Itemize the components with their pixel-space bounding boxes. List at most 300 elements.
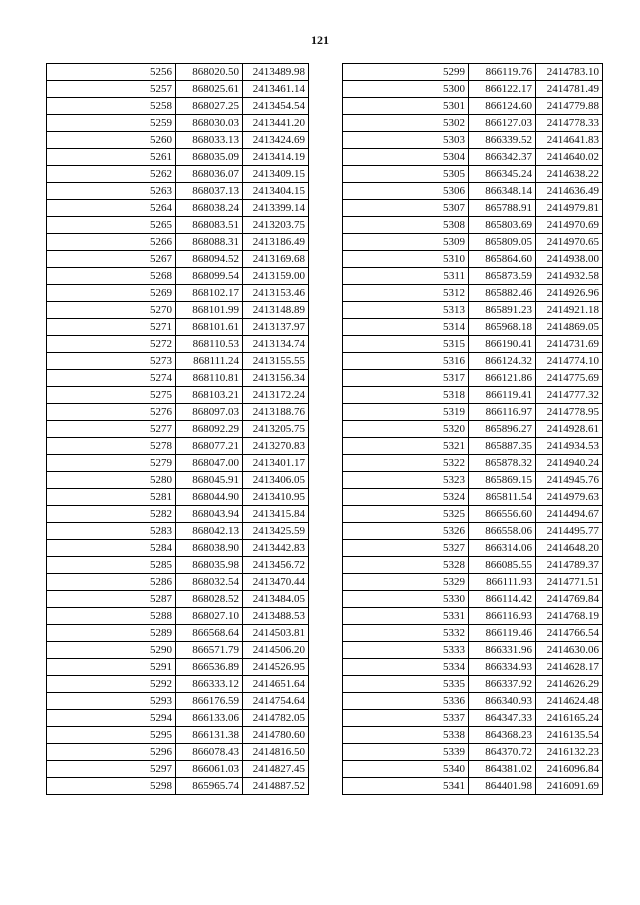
table-row: [47, 166, 309, 183]
table-row: [47, 744, 309, 761]
point-number-cell: 5265: [47, 217, 176, 234]
x-coordinate-cell: 868038.24: [176, 200, 243, 217]
table-row: [343, 744, 603, 761]
point-number-cell: 5339: [343, 744, 469, 761]
table-row: [343, 319, 603, 336]
x-coordinate-cell: 864370.72: [469, 744, 536, 761]
point-number-cell: 5330: [343, 591, 469, 608]
point-number-cell: 5326: [343, 523, 469, 540]
x-coordinate-cell: 868043.94: [176, 506, 243, 523]
y-coordinate-cell: 2413134.74: [243, 336, 309, 353]
x-coordinate-cell: 866334.93: [469, 659, 536, 676]
table-row: [343, 200, 603, 217]
point-number-cell: 5305: [343, 166, 469, 183]
point-number-cell: 5308: [343, 217, 469, 234]
x-coordinate-cell: 865878.32: [469, 455, 536, 472]
x-coordinate-cell: 868042.13: [176, 523, 243, 540]
y-coordinate-cell: 2414777.32: [536, 387, 603, 404]
y-coordinate-cell: 2414766.54: [536, 625, 603, 642]
y-coordinate-cell: 2414926.96: [536, 285, 603, 302]
table-row: [47, 302, 309, 319]
point-number-cell: 5303: [343, 132, 469, 149]
table-row: [343, 251, 603, 268]
y-coordinate-cell: 2413484.05: [243, 591, 309, 608]
table-row: [343, 710, 603, 727]
y-coordinate-cell: 2414979.63: [536, 489, 603, 506]
x-coordinate-cell: 866133.06: [176, 710, 243, 727]
table-row: [343, 574, 603, 591]
table-row: [47, 608, 309, 625]
x-coordinate-cell: 868036.07: [176, 166, 243, 183]
x-coordinate-cell: 865873.59: [469, 268, 536, 285]
x-coordinate-cell: 868045.91: [176, 472, 243, 489]
table-row: [47, 642, 309, 659]
y-coordinate-cell: 2414887.52: [243, 778, 309, 795]
table-row: [343, 302, 603, 319]
y-coordinate-cell: 2413137.97: [243, 319, 309, 336]
table-row: [47, 319, 309, 336]
y-coordinate-cell: 2413188.76: [243, 404, 309, 421]
x-coordinate-cell: 865968.18: [469, 319, 536, 336]
x-coordinate-cell: 865864.60: [469, 251, 536, 268]
table-row: [343, 676, 603, 693]
y-coordinate-cell: 2413441.20: [243, 115, 309, 132]
point-number-cell: 5331: [343, 608, 469, 625]
table-row: [343, 336, 603, 353]
x-coordinate-cell: 865811.54: [469, 489, 536, 506]
x-coordinate-cell: 868094.52: [176, 251, 243, 268]
table-row: [343, 81, 603, 98]
point-number-cell: 5263: [47, 183, 176, 200]
y-coordinate-cell: 2414780.60: [243, 727, 309, 744]
x-coordinate-cell: 866116.97: [469, 404, 536, 421]
point-number-cell: 5301: [343, 98, 469, 115]
table-row: [47, 200, 309, 217]
x-coordinate-cell: 866558.06: [469, 523, 536, 540]
y-coordinate-cell: 2414636.49: [536, 183, 603, 200]
x-coordinate-cell: 868110.53: [176, 336, 243, 353]
y-coordinate-cell: 2413203.75: [243, 217, 309, 234]
table-row: [343, 404, 603, 421]
point-number-cell: 5302: [343, 115, 469, 132]
table-row: [343, 183, 603, 200]
y-coordinate-cell: 2413414.19: [243, 149, 309, 166]
y-coordinate-cell: 2413186.49: [243, 234, 309, 251]
table-row: [343, 217, 603, 234]
y-coordinate-cell: 2414754.64: [243, 693, 309, 710]
point-number-cell: 5314: [343, 319, 469, 336]
point-number-cell: 5336: [343, 693, 469, 710]
y-coordinate-cell: 2413470.44: [243, 574, 309, 591]
point-number-cell: 5283: [47, 523, 176, 540]
table-row: [343, 778, 603, 795]
y-coordinate-cell: 2414869.05: [536, 319, 603, 336]
y-coordinate-cell: 2413404.15: [243, 183, 309, 200]
x-coordinate-cell: 868099.54: [176, 268, 243, 285]
table-row: [47, 404, 309, 421]
table-row: [343, 693, 603, 710]
y-coordinate-cell: 2413153.46: [243, 285, 309, 302]
x-coordinate-cell: 866337.92: [469, 676, 536, 693]
table-row: [47, 676, 309, 693]
table-row: [47, 540, 309, 557]
y-coordinate-cell: 2414495.77: [536, 523, 603, 540]
y-coordinate-cell: 2414934.53: [536, 438, 603, 455]
y-coordinate-cell: 2413415.84: [243, 506, 309, 523]
y-coordinate-cell: 2414628.17: [536, 659, 603, 676]
table-row: [47, 64, 309, 81]
point-number-cell: 5266: [47, 234, 176, 251]
point-number-cell: 5260: [47, 132, 176, 149]
point-number-cell: 5282: [47, 506, 176, 523]
point-number-cell: 5340: [343, 761, 469, 778]
x-coordinate-cell: 868097.03: [176, 404, 243, 421]
y-coordinate-cell: 2414641.83: [536, 132, 603, 149]
y-coordinate-cell: 2413461.14: [243, 81, 309, 98]
table-row: [47, 234, 309, 251]
y-coordinate-cell: 2414651.64: [243, 676, 309, 693]
x-coordinate-cell: 865891.23: [469, 302, 536, 319]
point-number-cell: 5311: [343, 268, 469, 285]
table-row: [343, 132, 603, 149]
point-number-cell: 5316: [343, 353, 469, 370]
x-coordinate-cell: 864401.98: [469, 778, 536, 795]
table-row: [343, 268, 603, 285]
table-row: [343, 455, 603, 472]
table-row: [47, 659, 309, 676]
table-row: [47, 591, 309, 608]
y-coordinate-cell: 2413148.89: [243, 302, 309, 319]
x-coordinate-cell: 868038.90: [176, 540, 243, 557]
table-row: [47, 81, 309, 98]
point-number-cell: 5287: [47, 591, 176, 608]
x-coordinate-cell: 866116.93: [469, 608, 536, 625]
y-coordinate-cell: 2414921.18: [536, 302, 603, 319]
x-coordinate-cell: 866568.64: [176, 625, 243, 642]
table-row: [343, 421, 603, 438]
x-coordinate-cell: 868111.24: [176, 353, 243, 370]
table-row: [343, 608, 603, 625]
x-coordinate-cell: 868030.03: [176, 115, 243, 132]
x-coordinate-cell: 868102.17: [176, 285, 243, 302]
y-coordinate-cell: 2414771.51: [536, 574, 603, 591]
point-number-cell: 5327: [343, 540, 469, 557]
table-row: [343, 761, 603, 778]
point-number-cell: 5268: [47, 268, 176, 285]
x-coordinate-cell: 864368.23: [469, 727, 536, 744]
table-row: [343, 166, 603, 183]
point-number-cell: 5315: [343, 336, 469, 353]
table-row: [47, 472, 309, 489]
point-number-cell: 5280: [47, 472, 176, 489]
point-number-cell: 5276: [47, 404, 176, 421]
x-coordinate-cell: 868025.61: [176, 81, 243, 98]
x-coordinate-cell: 866571.79: [176, 642, 243, 659]
table-row: [47, 285, 309, 302]
x-coordinate-cell: 866131.38: [176, 727, 243, 744]
x-coordinate-cell: 866348.14: [469, 183, 536, 200]
point-number-cell: 5334: [343, 659, 469, 676]
table-row: [47, 506, 309, 523]
table-row: [47, 693, 309, 710]
x-coordinate-cell: 865803.69: [469, 217, 536, 234]
point-number-cell: 5267: [47, 251, 176, 268]
x-coordinate-cell: 866119.41: [469, 387, 536, 404]
table-row: [47, 353, 309, 370]
x-coordinate-cell: 866314.06: [469, 540, 536, 557]
x-coordinate-cell: 868020.50: [176, 64, 243, 81]
y-coordinate-cell: 2414928.61: [536, 421, 603, 438]
table-row: [343, 489, 603, 506]
x-coordinate-cell: 868103.21: [176, 387, 243, 404]
y-coordinate-cell: 2413156.34: [243, 370, 309, 387]
y-coordinate-cell: 2416132.23: [536, 744, 603, 761]
y-coordinate-cell: 2414979.81: [536, 200, 603, 217]
table-row: [343, 506, 603, 523]
point-number-cell: 5307: [343, 200, 469, 217]
table-row: [47, 98, 309, 115]
table-row: [343, 285, 603, 302]
point-number-cell: 5286: [47, 574, 176, 591]
table-row: [47, 727, 309, 744]
point-number-cell: 5328: [343, 557, 469, 574]
y-coordinate-cell: 2414779.88: [536, 98, 603, 115]
y-coordinate-cell: 2413172.24: [243, 387, 309, 404]
y-coordinate-cell: 2414940.24: [536, 455, 603, 472]
point-number-cell: 5337: [343, 710, 469, 727]
point-number-cell: 5273: [47, 353, 176, 370]
point-number-cell: 5271: [47, 319, 176, 336]
y-coordinate-cell: 2414638.22: [536, 166, 603, 183]
y-coordinate-cell: 2413488.53: [243, 608, 309, 625]
y-coordinate-cell: 2414782.05: [243, 710, 309, 727]
table-row: [47, 778, 309, 795]
x-coordinate-cell: 865887.35: [469, 438, 536, 455]
x-coordinate-cell: 866342.37: [469, 149, 536, 166]
table-row: [343, 591, 603, 608]
y-coordinate-cell: 2414506.20: [243, 642, 309, 659]
y-coordinate-cell: 2414938.00: [536, 251, 603, 268]
point-number-cell: 5274: [47, 370, 176, 387]
x-coordinate-cell: 866124.60: [469, 98, 536, 115]
table-row: [343, 98, 603, 115]
y-coordinate-cell: 2414970.69: [536, 217, 603, 234]
table-row: [343, 234, 603, 251]
point-number-cell: 5262: [47, 166, 176, 183]
y-coordinate-cell: 2414626.29: [536, 676, 603, 693]
x-coordinate-cell: 868027.25: [176, 98, 243, 115]
point-number-cell: 5269: [47, 285, 176, 302]
point-number-cell: 5257: [47, 81, 176, 98]
x-coordinate-cell: 866124.32: [469, 353, 536, 370]
y-coordinate-cell: 2414630.06: [536, 642, 603, 659]
point-number-cell: 5293: [47, 693, 176, 710]
point-number-cell: 5284: [47, 540, 176, 557]
table-row: [47, 183, 309, 200]
y-coordinate-cell: 2413424.69: [243, 132, 309, 149]
x-coordinate-cell: 868047.00: [176, 455, 243, 472]
point-number-cell: 5309: [343, 234, 469, 251]
x-coordinate-cell: 866340.93: [469, 693, 536, 710]
x-coordinate-cell: 868033.13: [176, 132, 243, 149]
y-coordinate-cell: 2416091.69: [536, 778, 603, 795]
y-coordinate-cell: 2413205.75: [243, 421, 309, 438]
y-coordinate-cell: 2413159.00: [243, 268, 309, 285]
y-coordinate-cell: 2414640.02: [536, 149, 603, 166]
x-coordinate-cell: 865869.15: [469, 472, 536, 489]
table-row: [47, 710, 309, 727]
y-coordinate-cell: 2414648.20: [536, 540, 603, 557]
point-number-cell: 5264: [47, 200, 176, 217]
table-row: [47, 268, 309, 285]
point-number-cell: 5332: [343, 625, 469, 642]
point-number-cell: 5323: [343, 472, 469, 489]
x-coordinate-cell: 868028.52: [176, 591, 243, 608]
point-number-cell: 5288: [47, 608, 176, 625]
point-number-cell: 5279: [47, 455, 176, 472]
point-number-cell: 5295: [47, 727, 176, 744]
x-coordinate-cell: 864381.02: [469, 761, 536, 778]
point-number-cell: 5304: [343, 149, 469, 166]
point-number-cell: 5289: [47, 625, 176, 642]
y-coordinate-cell: 2413442.83: [243, 540, 309, 557]
x-coordinate-cell: 866061.03: [176, 761, 243, 778]
table-row: [47, 115, 309, 132]
table-row: [47, 523, 309, 540]
y-coordinate-cell: 2414731.69: [536, 336, 603, 353]
x-coordinate-cell: 866339.52: [469, 132, 536, 149]
coordinates-table-right: [342, 63, 603, 795]
x-coordinate-cell: 865896.27: [469, 421, 536, 438]
x-coordinate-cell: 866176.59: [176, 693, 243, 710]
point-number-cell: 5297: [47, 761, 176, 778]
y-coordinate-cell: 2414945.76: [536, 472, 603, 489]
x-coordinate-cell: 868101.61: [176, 319, 243, 336]
table-row: [47, 421, 309, 438]
table-row: [343, 523, 603, 540]
point-number-cell: 5306: [343, 183, 469, 200]
table-row: [343, 557, 603, 574]
y-coordinate-cell: 2414932.58: [536, 268, 603, 285]
y-coordinate-cell: 2414526.95: [243, 659, 309, 676]
y-coordinate-cell: 2413409.15: [243, 166, 309, 183]
table-row: [47, 149, 309, 166]
x-coordinate-cell: 865882.46: [469, 285, 536, 302]
point-number-cell: 5270: [47, 302, 176, 319]
point-number-cell: 5317: [343, 370, 469, 387]
point-number-cell: 5335: [343, 676, 469, 693]
y-coordinate-cell: 2414774.10: [536, 353, 603, 370]
y-coordinate-cell: 2414970.65: [536, 234, 603, 251]
x-coordinate-cell: 868032.54: [176, 574, 243, 591]
point-number-cell: 5341: [343, 778, 469, 795]
point-number-cell: 5300: [343, 81, 469, 98]
y-coordinate-cell: 2413489.98: [243, 64, 309, 81]
table-row: [47, 625, 309, 642]
table-row: [47, 761, 309, 778]
page-number: 121: [311, 33, 329, 47]
table-row: [343, 370, 603, 387]
point-number-cell: 5321: [343, 438, 469, 455]
x-coordinate-cell: 866111.93: [469, 574, 536, 591]
point-number-cell: 5322: [343, 455, 469, 472]
point-number-cell: 5333: [343, 642, 469, 659]
table-row: [343, 387, 603, 404]
point-number-cell: 5291: [47, 659, 176, 676]
y-coordinate-cell: 2414778.33: [536, 115, 603, 132]
x-coordinate-cell: 865788.91: [469, 200, 536, 217]
table-row: [47, 132, 309, 149]
y-coordinate-cell: 2413454.54: [243, 98, 309, 115]
y-coordinate-cell: 2413399.14: [243, 200, 309, 217]
point-number-cell: 5310: [343, 251, 469, 268]
point-number-cell: 5324: [343, 489, 469, 506]
x-coordinate-cell: 866190.41: [469, 336, 536, 353]
table-row: [343, 625, 603, 642]
table-row: [343, 540, 603, 557]
table-row: [343, 472, 603, 489]
point-number-cell: 5296: [47, 744, 176, 761]
y-coordinate-cell: 2413155.55: [243, 353, 309, 370]
table-row: [343, 438, 603, 455]
point-number-cell: 5313: [343, 302, 469, 319]
point-number-cell: 5277: [47, 421, 176, 438]
table-row: [343, 353, 603, 370]
point-number-cell: 5298: [47, 778, 176, 795]
y-coordinate-cell: 2414775.69: [536, 370, 603, 387]
table-row: [47, 370, 309, 387]
x-coordinate-cell: 866536.89: [176, 659, 243, 676]
table-row: [47, 557, 309, 574]
y-coordinate-cell: 2413456.72: [243, 557, 309, 574]
table-row: [343, 64, 603, 81]
point-number-cell: 5259: [47, 115, 176, 132]
x-coordinate-cell: 868110.81: [176, 370, 243, 387]
table-row: [343, 659, 603, 676]
point-number-cell: 5285: [47, 557, 176, 574]
x-coordinate-cell: 868088.31: [176, 234, 243, 251]
x-coordinate-cell: 866345.24: [469, 166, 536, 183]
point-number-cell: 5312: [343, 285, 469, 302]
table-row: [343, 115, 603, 132]
point-number-cell: 5275: [47, 387, 176, 404]
y-coordinate-cell: 2416096.84: [536, 761, 603, 778]
point-number-cell: 5318: [343, 387, 469, 404]
table-row: [343, 642, 603, 659]
point-number-cell: 5338: [343, 727, 469, 744]
x-coordinate-cell: 866331.96: [469, 642, 536, 659]
point-number-cell: 5299: [343, 64, 469, 81]
x-coordinate-cell: 868083.51: [176, 217, 243, 234]
y-coordinate-cell: 2416165.24: [536, 710, 603, 727]
y-coordinate-cell: 2416135.54: [536, 727, 603, 744]
x-coordinate-cell: 866127.03: [469, 115, 536, 132]
x-coordinate-cell: 868101.99: [176, 302, 243, 319]
x-coordinate-cell: 866085.55: [469, 557, 536, 574]
point-number-cell: 5290: [47, 642, 176, 659]
x-coordinate-cell: 868037.13: [176, 183, 243, 200]
x-coordinate-cell: 864347.33: [469, 710, 536, 727]
y-coordinate-cell: 2414783.10: [536, 64, 603, 81]
x-coordinate-cell: 866121.86: [469, 370, 536, 387]
y-coordinate-cell: 2413410.95: [243, 489, 309, 506]
point-number-cell: 5281: [47, 489, 176, 506]
x-coordinate-cell: 868027.10: [176, 608, 243, 625]
table-row: [47, 574, 309, 591]
x-coordinate-cell: 868077.21: [176, 438, 243, 455]
table-row: [47, 438, 309, 455]
x-coordinate-cell: 865965.74: [176, 778, 243, 795]
